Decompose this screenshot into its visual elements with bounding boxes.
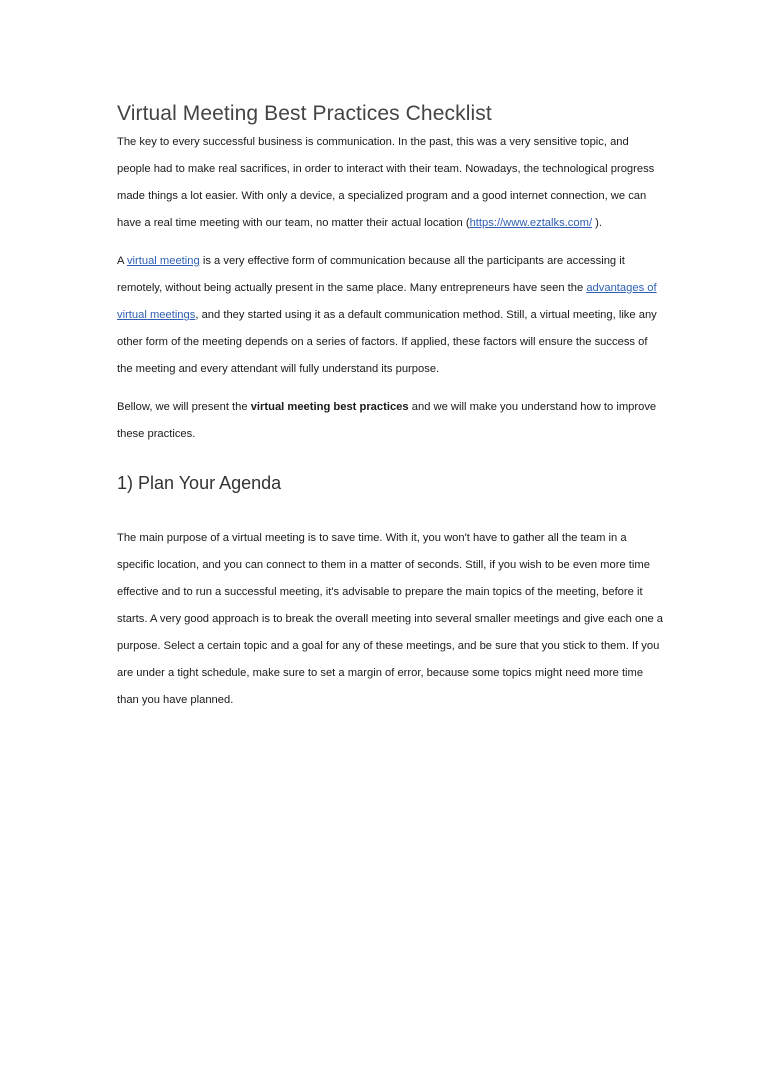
paragraph3-suffix: and we will make you understand how to improve these practices. bbox=[117, 401, 657, 440]
document-content bbox=[117, 100, 665, 714]
paragraph2-prefix: A bbox=[117, 255, 127, 267]
best-practices-paragraph bbox=[117, 394, 665, 448]
paragraph3-prefix: Bellow, we will present the bbox=[117, 401, 251, 413]
virtual-meeting-paragraph bbox=[117, 248, 665, 383]
paragraph2-middle: is a very effective form of communication because all the participants are accessing it remotely, without being actually present in the same place. Many entrepreneurs have seen the bbox=[117, 255, 625, 294]
virtual-meeting-link[interactable]: virtual meeting bbox=[126, 255, 200, 267]
intro-text-end: ). bbox=[592, 217, 603, 229]
best-practices-bold: virtual meeting best practices bbox=[250, 401, 409, 413]
document-title: Virtual Meeting Best Practices Checklist bbox=[117, 102, 492, 125]
eztalks-link[interactable]: https://www.eztalks.com/ bbox=[469, 217, 593, 229]
advantages-link[interactable]: advantages of virtual meetings bbox=[117, 282, 657, 321]
intro-paragraph bbox=[117, 129, 665, 237]
section-heading-plan-agenda: 1) Plan Your Agenda bbox=[117, 473, 282, 493]
intro-text: The key to every successful business is communication. In the past, this was a very sensitive topic, and people had to make real sacrifices, in order to interact with their team. Nowadays, the technological progress made things a lot easier. With only a device, a specialized program and a good internet connection, we can have a real time meeting with our team, no matter their actual location ( bbox=[117, 136, 655, 229]
paragraph2-suffix: , and they started using it as a default communication method. Still, a virtual meeting, like any other form of the meeting depends on a series of factors. If applied, these factors will ensure the success of the meeting and every attendant will fully understand its purpose. bbox=[117, 309, 657, 375]
plan-agenda-paragraph: The main purpose of a virtual meeting is to save time. With it, you won't have to gather all the team in a specific location, and you can connect to them in a matter of seconds. Still, if you wish to be even more time effective and to run a successful meeting, it's advisable to prepare the main topics of the meeting, before it starts. A very good approach is to break the overall meeting into several smaller meetings and give each one a purpose. Select a certain topic and a goal for any of these meetings, and be sure that you stick to them. If you are under a tight schedule, make sure to set a margin of error, because some topics might need more time than you have planned. bbox=[117, 532, 664, 706]
